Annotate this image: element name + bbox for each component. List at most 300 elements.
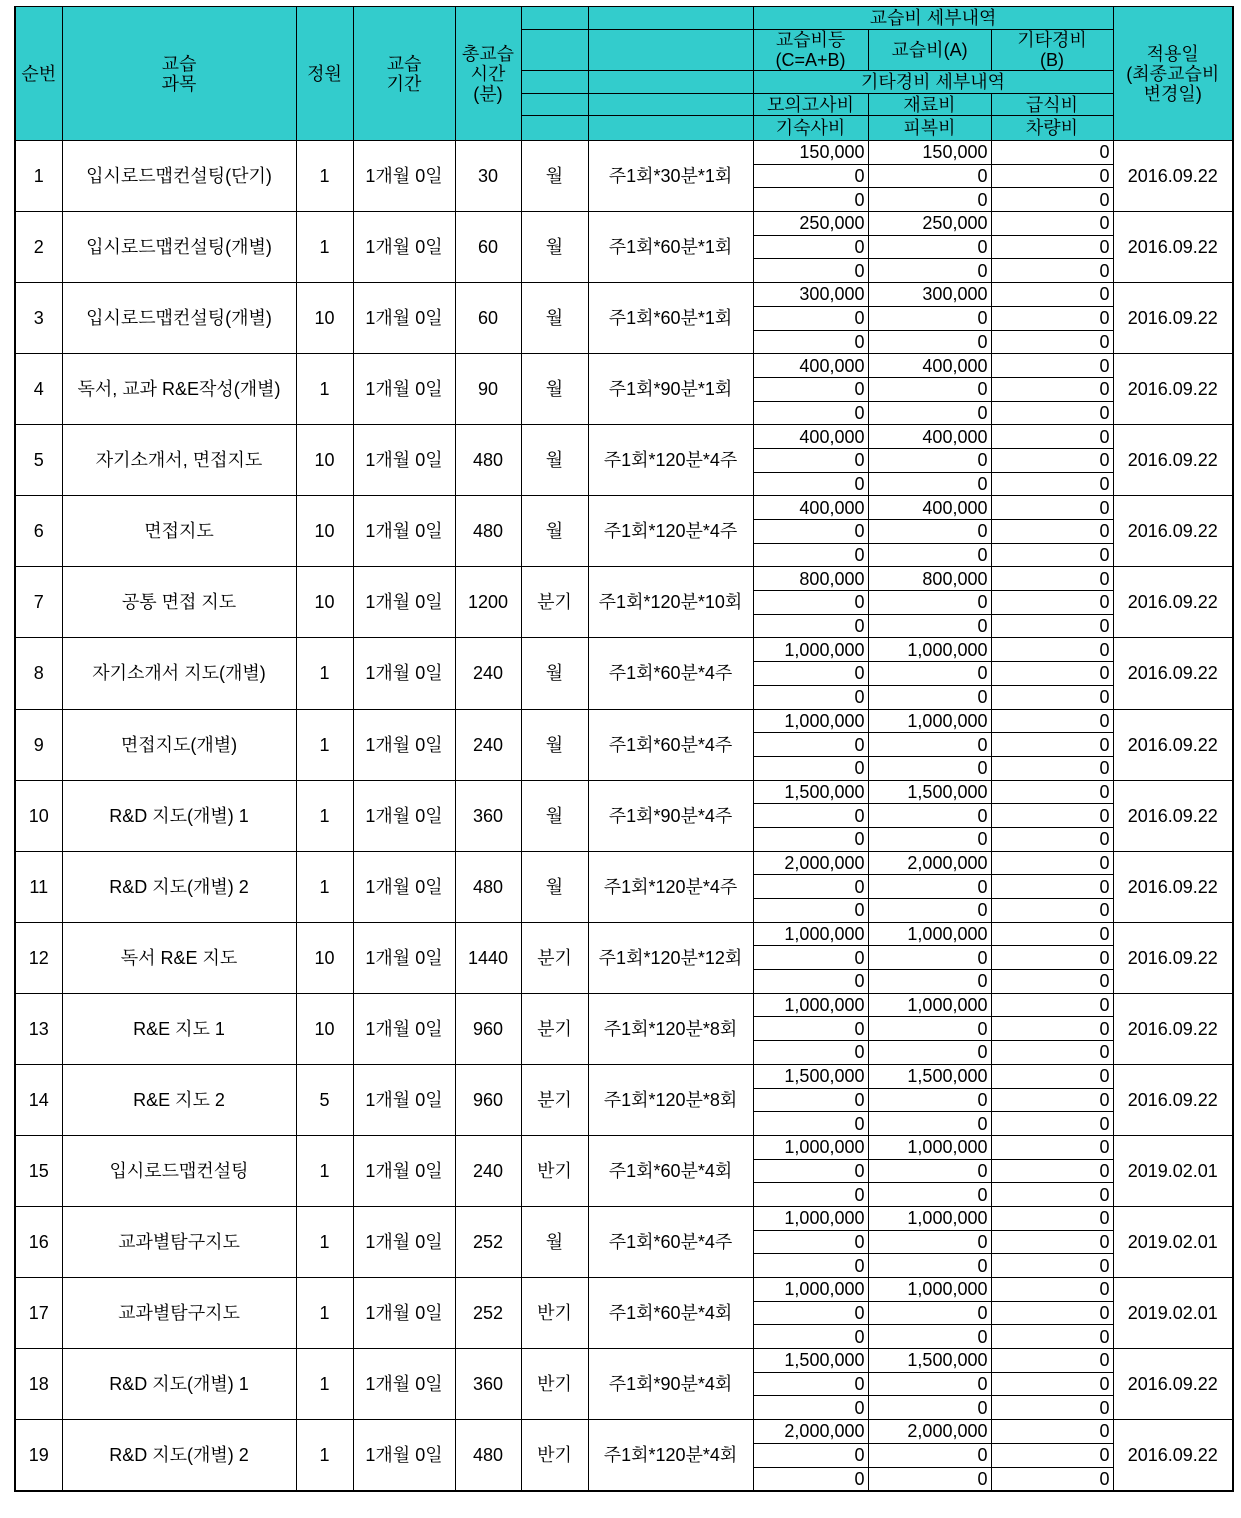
cell-fee-a: 1,500,000 <box>868 1349 991 1373</box>
cell-fee-a: 2,000,000 <box>868 851 991 875</box>
cell-vehicle: 0 <box>991 756 1113 780</box>
cell-schedule: 주1회*60분*1회 <box>588 283 753 354</box>
cell-total-minutes: 960 <box>455 1064 521 1135</box>
table-row <box>15 283 1233 307</box>
cell-schedule: 주1회*90분*4주 <box>588 780 753 851</box>
cell-dorm: 0 <box>753 1325 868 1349</box>
cell-meal: 0 <box>991 1017 1113 1041</box>
cell-fee-a: 1,500,000 <box>868 1064 991 1088</box>
cell-period: 1개월 0일 <box>353 354 455 425</box>
cell-period: 1개월 0일 <box>353 780 455 851</box>
cell-fee-total: 150,000 <box>753 141 868 165</box>
cell-schedule: 주1회*120분*10회 <box>588 567 753 638</box>
cell-uniform: 0 <box>868 1183 991 1207</box>
header-blank-cell <box>588 7 753 30</box>
cell-total-minutes: 960 <box>455 993 521 1064</box>
header-fee-b: 기타경비 (B) <box>991 30 1113 71</box>
cell-dorm: 0 <box>753 472 868 496</box>
cell-schedule: 주1회*120분*4주 <box>588 496 753 567</box>
cell-meal: 0 <box>991 1372 1113 1396</box>
cell-course: 자기소개서 지도(개별) <box>62 638 296 709</box>
cell-meal: 0 <box>991 804 1113 828</box>
cell-fee-unit: 월 <box>521 1206 588 1277</box>
cell-fee-unit: 분기 <box>521 1064 588 1135</box>
cell-fee-unit: 월 <box>521 283 588 354</box>
cell-material: 0 <box>868 1301 991 1325</box>
header-total-time: 총교습 시간 (분) <box>455 7 521 141</box>
cell-material: 0 <box>868 662 991 686</box>
cell-capacity: 1 <box>296 141 353 212</box>
cell-meal: 0 <box>991 1088 1113 1112</box>
cell-no: 14 <box>15 1064 62 1135</box>
cell-material: 0 <box>868 1017 991 1041</box>
cell-no: 2 <box>15 212 62 283</box>
cell-fee-total: 1,000,000 <box>753 1278 868 1302</box>
cell-uniform: 0 <box>868 1254 991 1278</box>
cell-no: 12 <box>15 922 62 993</box>
header-no: 순번 <box>15 7 62 141</box>
cell-apply-date: 2016.09.22 <box>1113 922 1233 993</box>
header-capacity: 정원 <box>296 7 353 141</box>
cell-fee-b: 0 <box>991 212 1113 236</box>
cell-meal: 0 <box>991 520 1113 544</box>
cell-capacity: 1 <box>296 709 353 780</box>
cell-fee-total: 400,000 <box>753 496 868 520</box>
cell-dorm: 0 <box>753 330 868 354</box>
cell-dorm: 0 <box>753 1112 868 1136</box>
cell-course: 입시로드맵컨설팅(단기) <box>62 141 296 212</box>
cell-vehicle: 0 <box>991 543 1113 567</box>
cell-mock-exam: 0 <box>753 804 868 828</box>
cell-no: 3 <box>15 283 62 354</box>
cell-fee-a: 1,000,000 <box>868 993 991 1017</box>
cell-dorm: 0 <box>753 970 868 994</box>
cell-period: 1개월 0일 <box>353 1278 455 1349</box>
table-header <box>15 7 1233 141</box>
cell-meal: 0 <box>991 377 1113 401</box>
cell-uniform: 0 <box>868 827 991 851</box>
header-other-detail: 기타경비 세부내역 <box>753 71 1113 94</box>
cell-uniform: 0 <box>868 543 991 567</box>
cell-vehicle: 0 <box>991 899 1113 923</box>
cell-total-minutes: 30 <box>455 141 521 212</box>
cell-course: 입시로드맵컨설팅(개별) <box>62 283 296 354</box>
header-blank-cell <box>521 30 588 71</box>
cell-fee-a: 2,000,000 <box>868 1420 991 1444</box>
cell-material: 0 <box>868 1372 991 1396</box>
cell-uniform: 0 <box>868 685 991 709</box>
cell-vehicle: 0 <box>991 330 1113 354</box>
cell-schedule: 주1회*30분*1회 <box>588 141 753 212</box>
cell-uniform: 0 <box>868 472 991 496</box>
cell-vehicle: 0 <box>991 685 1113 709</box>
cell-fee-unit: 반기 <box>521 1135 588 1206</box>
cell-course: 면접지도(개별) <box>62 709 296 780</box>
cell-uniform: 0 <box>868 970 991 994</box>
cell-dorm: 0 <box>753 1396 868 1420</box>
cell-mock-exam: 0 <box>753 875 868 899</box>
cell-vehicle: 0 <box>991 259 1113 283</box>
cell-schedule: 주1회*60분*1회 <box>588 212 753 283</box>
cell-period: 1개월 0일 <box>353 1420 455 1492</box>
cell-capacity: 1 <box>296 354 353 425</box>
cell-capacity: 10 <box>296 993 353 1064</box>
cell-apply-date: 2016.09.22 <box>1113 1349 1233 1420</box>
cell-fee-a: 800,000 <box>868 567 991 591</box>
cell-schedule: 주1회*90분*1회 <box>588 354 753 425</box>
cell-course: 독서, 교과 R&E작성(개별) <box>62 354 296 425</box>
cell-meal: 0 <box>991 306 1113 330</box>
table-row <box>15 780 1233 804</box>
cell-vehicle: 0 <box>991 1183 1113 1207</box>
cell-no: 13 <box>15 993 62 1064</box>
cell-material: 0 <box>868 1443 991 1467</box>
cell-schedule: 주1회*120분*4주 <box>588 851 753 922</box>
header-apply-date: 적용일 (최종교습비 변경일) <box>1113 7 1233 141</box>
table-row <box>15 1135 1233 1159</box>
cell-period: 1개월 0일 <box>353 212 455 283</box>
cell-no: 16 <box>15 1206 62 1277</box>
cell-capacity: 10 <box>296 283 353 354</box>
cell-total-minutes: 360 <box>455 1349 521 1420</box>
cell-vehicle: 0 <box>991 1112 1113 1136</box>
cell-period: 1개월 0일 <box>353 425 455 496</box>
cell-capacity: 1 <box>296 1420 353 1492</box>
cell-apply-date: 2016.09.22 <box>1113 638 1233 709</box>
cell-dorm: 0 <box>753 899 868 923</box>
cell-meal: 0 <box>991 946 1113 970</box>
cell-no: 8 <box>15 638 62 709</box>
cell-mock-exam: 0 <box>753 591 868 615</box>
table-row <box>15 851 1233 875</box>
cell-apply-date: 2016.09.22 <box>1113 780 1233 851</box>
cell-period: 1개월 0일 <box>353 638 455 709</box>
cell-fee-a: 400,000 <box>868 496 991 520</box>
cell-capacity: 1 <box>296 1349 353 1420</box>
cell-fee-unit: 월 <box>521 638 588 709</box>
header-fee-total: 교습비등 (C=A+B) <box>753 30 868 71</box>
cell-period: 1개월 0일 <box>353 709 455 780</box>
header-blank-cell <box>588 71 753 94</box>
cell-fee-unit: 분기 <box>521 567 588 638</box>
cell-apply-date: 2019.02.01 <box>1113 1135 1233 1206</box>
cell-material: 0 <box>868 306 991 330</box>
cell-mock-exam: 0 <box>753 1443 868 1467</box>
cell-capacity: 10 <box>296 567 353 638</box>
cell-no: 7 <box>15 567 62 638</box>
cell-vehicle: 0 <box>991 1041 1113 1065</box>
cell-capacity: 10 <box>296 922 353 993</box>
cell-total-minutes: 480 <box>455 851 521 922</box>
cell-uniform: 0 <box>868 899 991 923</box>
cell-mock-exam: 0 <box>753 1301 868 1325</box>
cell-fee-unit: 월 <box>521 851 588 922</box>
cell-fee-unit: 반기 <box>521 1278 588 1349</box>
cell-vehicle: 0 <box>991 188 1113 212</box>
cell-period: 1개월 0일 <box>353 851 455 922</box>
cell-capacity: 1 <box>296 851 353 922</box>
cell-fee-unit: 월 <box>521 709 588 780</box>
cell-capacity: 5 <box>296 1064 353 1135</box>
cell-period: 1개월 0일 <box>353 1206 455 1277</box>
cell-fee-a: 400,000 <box>868 354 991 378</box>
cell-schedule: 주1회*120분*12회 <box>588 922 753 993</box>
cell-fee-total: 2,000,000 <box>753 1420 868 1444</box>
cell-material: 0 <box>868 804 991 828</box>
cell-schedule: 주1회*60분*4회 <box>588 1278 753 1349</box>
cell-apply-date: 2016.09.22 <box>1113 425 1233 496</box>
cell-total-minutes: 480 <box>455 425 521 496</box>
cell-fee-total: 1,000,000 <box>753 993 868 1017</box>
cell-course: 독서 R&E 지도 <box>62 922 296 993</box>
cell-apply-date: 2016.09.22 <box>1113 709 1233 780</box>
cell-capacity: 10 <box>296 425 353 496</box>
cell-fee-unit: 월 <box>521 496 588 567</box>
cell-fee-b: 0 <box>991 1349 1113 1373</box>
cell-mock-exam: 0 <box>753 306 868 330</box>
cell-mock-exam: 0 <box>753 662 868 686</box>
cell-period: 1개월 0일 <box>353 1135 455 1206</box>
cell-total-minutes: 480 <box>455 496 521 567</box>
cell-no: 4 <box>15 354 62 425</box>
cell-fee-a: 250,000 <box>868 212 991 236</box>
cell-vehicle: 0 <box>991 1325 1113 1349</box>
cell-fee-total: 1,000,000 <box>753 709 868 733</box>
table-row <box>15 425 1233 449</box>
cell-fee-b: 0 <box>991 780 1113 804</box>
cell-apply-date: 2016.09.22 <box>1113 567 1233 638</box>
cell-meal: 0 <box>991 1301 1113 1325</box>
cell-capacity: 1 <box>296 638 353 709</box>
cell-fee-unit: 분기 <box>521 993 588 1064</box>
header-blank-cell <box>588 30 753 71</box>
table-row <box>15 1206 1233 1230</box>
cell-fee-b: 0 <box>991 851 1113 875</box>
header-course: 교습 과목 <box>62 7 296 141</box>
cell-total-minutes: 60 <box>455 283 521 354</box>
cell-course: 입시로드맵컨설팅(개별) <box>62 212 296 283</box>
cell-vehicle: 0 <box>991 472 1113 496</box>
cell-no: 9 <box>15 709 62 780</box>
cell-dorm: 0 <box>753 188 868 212</box>
cell-fee-b: 0 <box>991 567 1113 591</box>
cell-mock-exam: 0 <box>753 1372 868 1396</box>
cell-schedule: 주1회*60분*4주 <box>588 1206 753 1277</box>
cell-total-minutes: 252 <box>455 1206 521 1277</box>
cell-vehicle: 0 <box>991 827 1113 851</box>
table-row <box>15 709 1233 733</box>
header-fee-detail: 교습비 세부내역 <box>753 7 1113 30</box>
cell-no: 6 <box>15 496 62 567</box>
cell-course: 교과별탐구지도 <box>62 1278 296 1349</box>
cell-schedule: 주1회*90분*4회 <box>588 1349 753 1420</box>
cell-period: 1개월 0일 <box>353 567 455 638</box>
cell-dorm: 0 <box>753 1183 868 1207</box>
cell-fee-total: 2,000,000 <box>753 851 868 875</box>
cell-fee-unit: 월 <box>521 780 588 851</box>
cell-mock-exam: 0 <box>753 164 868 188</box>
cell-fee-total: 250,000 <box>753 212 868 236</box>
cell-fee-total: 1,000,000 <box>753 922 868 946</box>
cell-fee-b: 0 <box>991 1420 1113 1444</box>
cell-uniform: 0 <box>868 1467 991 1491</box>
table-row <box>15 1420 1233 1444</box>
table-row <box>15 1349 1233 1373</box>
cell-material: 0 <box>868 733 991 757</box>
cell-course: 입시로드맵컨설팅 <box>62 1135 296 1206</box>
cell-mock-exam: 0 <box>753 1230 868 1254</box>
cell-uniform: 0 <box>868 1396 991 1420</box>
cell-uniform: 0 <box>868 188 991 212</box>
cell-capacity: 10 <box>296 496 353 567</box>
cell-mock-exam: 0 <box>753 1088 868 1112</box>
cell-fee-unit: 분기 <box>521 922 588 993</box>
cell-fee-total: 800,000 <box>753 567 868 591</box>
table-row <box>15 567 1233 591</box>
cell-fee-b: 0 <box>991 425 1113 449</box>
cell-schedule: 주1회*120분*4회 <box>588 1420 753 1492</box>
cell-course: R&D 지도(개별) 2 <box>62 1420 296 1492</box>
cell-fee-b: 0 <box>991 1206 1113 1230</box>
cell-material: 0 <box>868 1159 991 1183</box>
header-blank-cell <box>521 94 588 116</box>
cell-vehicle: 0 <box>991 1396 1113 1420</box>
cell-meal: 0 <box>991 591 1113 615</box>
cell-period: 1개월 0일 <box>353 993 455 1064</box>
cell-capacity: 1 <box>296 1278 353 1349</box>
cell-fee-unit: 반기 <box>521 1420 588 1492</box>
cell-fee-total: 1,000,000 <box>753 1206 868 1230</box>
table-row <box>15 212 1233 236</box>
cell-no: 10 <box>15 780 62 851</box>
cell-fee-unit: 월 <box>521 354 588 425</box>
cell-period: 1개월 0일 <box>353 922 455 993</box>
cell-dorm: 0 <box>753 756 868 780</box>
header-blank-cell <box>521 7 588 30</box>
cell-vehicle: 0 <box>991 1254 1113 1278</box>
cell-material: 0 <box>868 1230 991 1254</box>
cell-dorm: 0 <box>753 1041 868 1065</box>
cell-period: 1개월 0일 <box>353 1349 455 1420</box>
cell-mock-exam: 0 <box>753 1159 868 1183</box>
cell-course: 면접지도 <box>62 496 296 567</box>
cell-material: 0 <box>868 377 991 401</box>
cell-fee-total: 1,500,000 <box>753 1064 868 1088</box>
cell-course: R&D 지도(개별) 1 <box>62 1349 296 1420</box>
cell-dorm: 0 <box>753 1254 868 1278</box>
cell-course: 자기소개서, 면접지도 <box>62 425 296 496</box>
cell-fee-b: 0 <box>991 922 1113 946</box>
cell-dorm: 0 <box>753 259 868 283</box>
cell-fee-a: 1,000,000 <box>868 922 991 946</box>
cell-schedule: 주1회*60분*4주 <box>588 709 753 780</box>
header-blank-cell <box>588 94 753 116</box>
cell-course: R&E 지도 1 <box>62 993 296 1064</box>
cell-fee-a: 1,000,000 <box>868 709 991 733</box>
cell-material: 0 <box>868 520 991 544</box>
cell-meal: 0 <box>991 733 1113 757</box>
cell-fee-a: 1,000,000 <box>868 1206 991 1230</box>
cell-material: 0 <box>868 448 991 472</box>
cell-fee-b: 0 <box>991 993 1113 1017</box>
cell-capacity: 1 <box>296 212 353 283</box>
cell-total-minutes: 90 <box>455 354 521 425</box>
cell-no: 17 <box>15 1278 62 1349</box>
header-blank-cell <box>521 116 588 141</box>
cell-mock-exam: 0 <box>753 448 868 472</box>
cell-dorm: 0 <box>753 614 868 638</box>
cell-vehicle: 0 <box>991 1467 1113 1491</box>
cell-uniform: 0 <box>868 401 991 425</box>
cell-material: 0 <box>868 164 991 188</box>
cell-meal: 0 <box>991 1159 1113 1183</box>
cell-meal: 0 <box>991 1443 1113 1467</box>
cell-schedule: 주1회*60분*4회 <box>588 1135 753 1206</box>
cell-mock-exam: 0 <box>753 520 868 544</box>
cell-material: 0 <box>868 875 991 899</box>
cell-fee-unit: 반기 <box>521 1349 588 1420</box>
cell-no: 1 <box>15 141 62 212</box>
header-meal: 급식비 <box>991 94 1113 116</box>
cell-mock-exam: 0 <box>753 1017 868 1041</box>
cell-mock-exam: 0 <box>753 946 868 970</box>
header-dorm: 기숙사비 <box>753 116 868 141</box>
cell-schedule: 주1회*120분*4주 <box>588 425 753 496</box>
cell-fee-b: 0 <box>991 1064 1113 1088</box>
cell-course: 교과별탐구지도 <box>62 1206 296 1277</box>
cell-meal: 0 <box>991 662 1113 686</box>
cell-dorm: 0 <box>753 685 868 709</box>
cell-fee-b: 0 <box>991 1278 1113 1302</box>
cell-meal: 0 <box>991 164 1113 188</box>
cell-no: 18 <box>15 1349 62 1420</box>
cell-no: 5 <box>15 425 62 496</box>
cell-no: 19 <box>15 1420 62 1492</box>
table-row <box>15 496 1233 520</box>
cell-period: 1개월 0일 <box>353 141 455 212</box>
cell-mock-exam: 0 <box>753 377 868 401</box>
cell-fee-a: 400,000 <box>868 425 991 449</box>
cell-fee-total: 300,000 <box>753 283 868 307</box>
cell-fee-a: 1,000,000 <box>868 1135 991 1159</box>
cell-material: 0 <box>868 235 991 259</box>
cell-total-minutes: 240 <box>455 709 521 780</box>
cell-fee-total: 400,000 <box>753 354 868 378</box>
cell-total-minutes: 360 <box>455 780 521 851</box>
cell-fee-b: 0 <box>991 638 1113 662</box>
cell-fee-b: 0 <box>991 141 1113 165</box>
cell-schedule: 주1회*60분*4주 <box>588 638 753 709</box>
table-body <box>15 141 1233 1492</box>
cell-apply-date: 2016.09.22 <box>1113 1420 1233 1492</box>
cell-apply-date: 2019.02.01 <box>1113 1206 1233 1277</box>
cell-apply-date: 2016.09.22 <box>1113 283 1233 354</box>
cell-vehicle: 0 <box>991 614 1113 638</box>
cell-schedule: 주1회*120분*8회 <box>588 993 753 1064</box>
cell-fee-unit: 월 <box>521 212 588 283</box>
cell-dorm: 0 <box>753 827 868 851</box>
cell-fee-b: 0 <box>991 283 1113 307</box>
header-uniform: 피복비 <box>868 116 991 141</box>
cell-course: 공통 면접 지도 <box>62 567 296 638</box>
cell-total-minutes: 60 <box>455 212 521 283</box>
cell-fee-total: 1,000,000 <box>753 1135 868 1159</box>
cell-apply-date: 2016.09.22 <box>1113 993 1233 1064</box>
cell-meal: 0 <box>991 448 1113 472</box>
header-fee-a: 교습비(A) <box>868 30 991 71</box>
cell-fee-a: 1,500,000 <box>868 780 991 804</box>
cell-material: 0 <box>868 1088 991 1112</box>
